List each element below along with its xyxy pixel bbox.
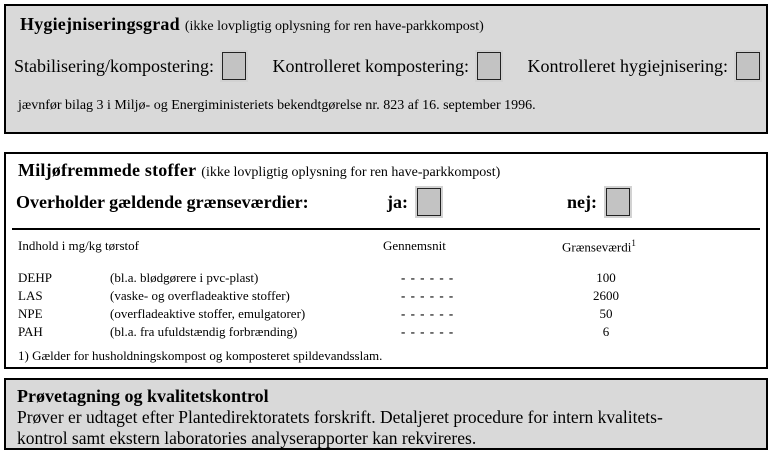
ja-option	[387, 188, 441, 216]
section-title: Hygiejniseringsgrad	[20, 14, 180, 34]
nej-label: nej:	[567, 191, 597, 212]
substance-name: PAH	[18, 324, 43, 339]
stabilisering-checkbox[interactable]	[222, 52, 246, 80]
kontrolleret-hygiejnisering-label: Kontrolleret hygiejnisering:	[527, 55, 728, 76]
substance-desc: (bl.a. fra ufuldstændig forbrænding)	[110, 324, 298, 339]
ja-checkbox[interactable]	[417, 188, 441, 216]
substance-desc: (vaske- og overfladeaktive stoffer)	[110, 288, 290, 303]
table-separator-line	[12, 228, 760, 230]
option-kontrolleret-kompostering	[273, 52, 501, 80]
table-footnote: 1) Gælder for husholdningskompost og komposteret spildevandsslam.	[18, 348, 383, 363]
limit-value: 6	[602, 324, 610, 339]
hygiejniseringsgrad-section	[4, 4, 768, 134]
option-kontrolleret-hygiejnisering	[528, 52, 760, 80]
substance-name: DEHP	[18, 270, 52, 285]
proevetagning-section	[4, 378, 768, 450]
proevetagning-body-line1: Prøver er udtaget efter Plantedirektoratets forskrift. Detaljeret procedure for intern kvalitets-	[17, 407, 663, 427]
kontrolleret-kompostering-checkbox[interactable]	[477, 52, 501, 80]
hygiejnisering-options-row	[14, 52, 760, 80]
header-gennemsnit: Gennemsnit	[383, 238, 446, 253]
proevetagning-body-line2: kontrol samt ekstern laboratories analyserapporter kan rekvireres.	[17, 428, 477, 448]
substance-name: NPE	[18, 306, 43, 321]
header-graensevaerdi-sup: 1	[631, 238, 636, 248]
average-blank-field: - - - - - -	[401, 288, 455, 303]
kontrolleret-hygiejnisering-checkbox[interactable]	[736, 52, 760, 80]
proevetagning-title: Prøvetagning og kvalitetskontrol	[17, 386, 269, 406]
header-graensevaerdi	[562, 238, 682, 255]
hygiejnisering-legal-note: jævnfør bilag 3 i Miljø- og Energiministeriets bekendtgørelse nr. 823 af 16. september 1996.	[18, 98, 536, 113]
limit-value: 100	[596, 270, 616, 285]
table-header-row	[6, 238, 766, 256]
nej-checkbox[interactable]	[606, 188, 630, 216]
header-indhold: Indhold i mg/kg tørstof	[18, 238, 139, 253]
substance-name: LAS	[18, 288, 43, 303]
average-blank-field: - - - - - -	[401, 324, 455, 339]
average-blank-field: - - - - - -	[401, 270, 455, 285]
graensevaerdier-question: Overholder gældende grænseværdier:	[16, 192, 309, 212]
average-blank-field: - - - - - -	[401, 306, 455, 321]
ja-label: ja:	[387, 191, 408, 212]
proevetagning-content	[6, 380, 766, 454]
option-stabilisering	[14, 52, 246, 80]
table-row	[6, 306, 766, 324]
section-title-note: (ikke lovpligtig oplysning for ren have-parkkompost)	[184, 19, 484, 34]
table-row	[6, 288, 766, 306]
miljoefremmede-stoffer-section	[4, 152, 768, 369]
limit-value: 50	[599, 306, 613, 321]
miljoefremmede-title-line	[18, 160, 500, 181]
section-title-note: (ikke lovpligtig oplysning for ren have-parkkompost)	[201, 165, 501, 180]
header-graensevaerdi-text: Grænseværdi	[562, 239, 632, 255]
hygiejniseringsgrad-title-line	[20, 14, 484, 35]
table-row	[6, 270, 766, 288]
nej-option	[567, 188, 630, 216]
limit-value: 2600	[593, 288, 619, 303]
table-row	[6, 324, 766, 342]
section-title: Miljøfremmede stoffer	[18, 160, 197, 180]
substance-desc: (overfladeaktive stoffer, emulgatorer)	[110, 306, 306, 321]
substance-desc: (bl.a. blødgørere i pvc-plast)	[110, 270, 259, 285]
kontrolleret-kompostering-label: Kontrolleret kompostering:	[272, 55, 469, 76]
stabilisering-label: Stabilisering/kompostering:	[14, 55, 214, 76]
